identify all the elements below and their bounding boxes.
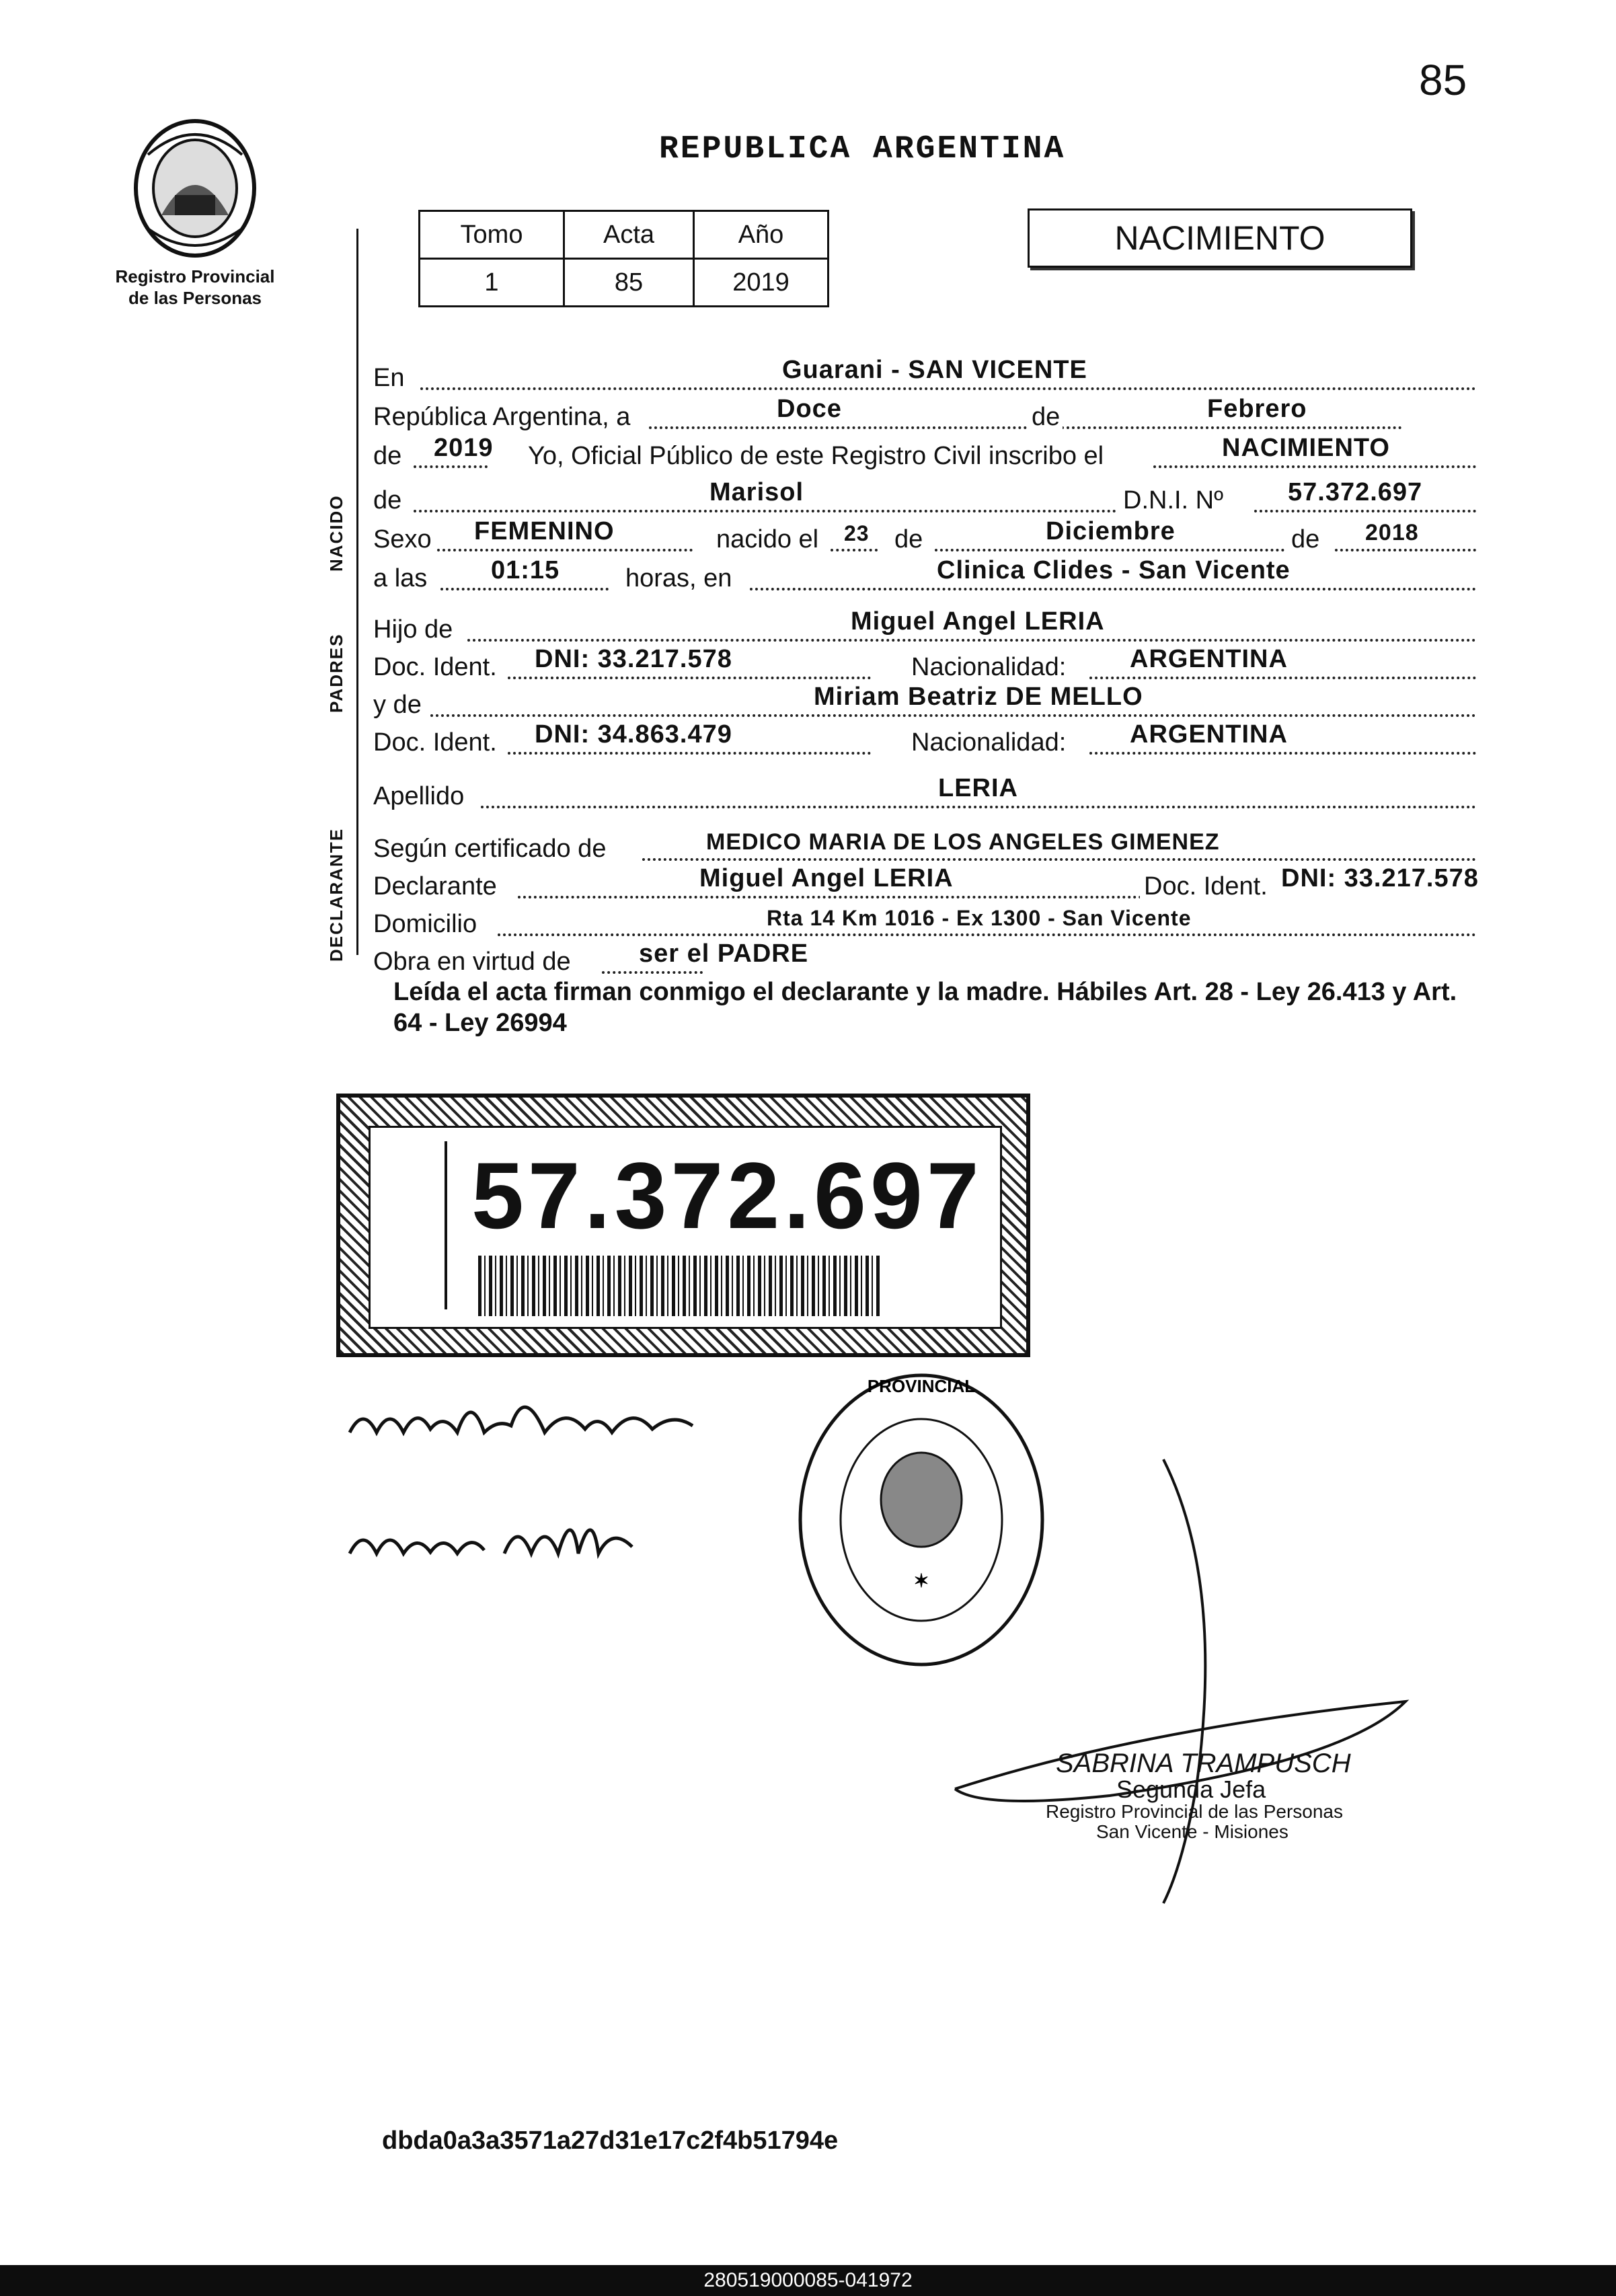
official-role: Segunda Jefa (1116, 1775, 1266, 1803)
mother-signature (343, 1493, 652, 1574)
field-line-inscribo (373, 428, 1476, 475)
declarante-label: Declarante (373, 872, 497, 901)
nac1-label: Nacionalidad: (911, 653, 1067, 681)
birth-year: 2018 (1365, 520, 1419, 545)
side-label-padres: PADRES (326, 633, 346, 713)
barcode (478, 1256, 882, 1316)
birth-month: Diciembre (1046, 517, 1176, 545)
certificado-label: Según certificado de (373, 835, 607, 863)
official-name: SABRINA TRAMPUSCH (1056, 1749, 1351, 1778)
name-value: Marisol (709, 478, 804, 506)
certificado-value: MEDICO MARIA DE LOS ANGELES GIMENEZ (706, 829, 1220, 855)
table-value-anio: 2019 (694, 259, 829, 307)
doc1-label: Doc. Ident. (373, 653, 497, 681)
registry-table (418, 210, 829, 307)
sexo-label: Sexo (373, 525, 432, 553)
de2-label: de (373, 442, 402, 470)
province-seal-icon (128, 114, 262, 262)
dni-value: 57.372.697 (1288, 478, 1423, 506)
official-office1: Registro Provincial de las Personas (1046, 1801, 1343, 1822)
left-margin-bar (356, 229, 358, 955)
doc3-label: Doc. Ident. (1140, 872, 1272, 901)
side-label-declarante: DECLARANTE (326, 827, 346, 962)
field-line-obra (373, 933, 1476, 981)
mother-value: Miriam Beatriz DE MELLO (814, 683, 1143, 711)
republica-label: República Argentina, a (373, 403, 631, 431)
day-value: Doce (777, 395, 842, 423)
en-label: En (373, 364, 405, 392)
year-value: 2019 (434, 434, 494, 462)
official-signature (941, 1446, 1426, 1917)
field-line-hora (373, 550, 1476, 597)
inscribo-value: NACIMIENTO (1222, 434, 1390, 462)
page-number: 85 (1419, 56, 1467, 104)
domicilio-label: Domicilio (373, 910, 477, 938)
nac1-value: ARGENTINA (1130, 645, 1288, 673)
field-line-doc2 (373, 714, 1476, 761)
side-label-nacido: NACIDO (326, 494, 346, 572)
horas-label: horas, en (625, 564, 732, 592)
obra-label: Obra en virtud de (373, 948, 571, 976)
birth-day: 23 (844, 521, 870, 545)
svg-text:PROVINCIAL: PROVINCIAL (867, 1376, 976, 1396)
a-las-label: a las (373, 564, 428, 592)
father-value: Miguel Angel LERIA (851, 607, 1105, 636)
table-header-anio: Año (694, 211, 829, 259)
dni-label: D.N.I. Nº (1123, 486, 1223, 514)
registry-logo (101, 114, 289, 309)
doc2-label: Doc. Ident. (373, 728, 497, 757)
declarante-value: Miguel Angel LERIA (699, 864, 954, 892)
obra-value: ser el PADRE (639, 940, 809, 968)
table-header-acta: Acta (564, 211, 694, 259)
document-hash: dbda0a3a3571a27d31e17c2f4b51794e (382, 2127, 839, 2155)
de3-label: de (373, 486, 402, 514)
month-value: Febrero (1207, 395, 1307, 423)
closing-note: Leída el acta firman conmigo el declarante y la madre. Hábiles Art. 28 - Ley 26.413 y Art. 64 - Ley 26994 (393, 978, 1457, 1037)
record-type-box: NACIMIENTO (1028, 208, 1412, 268)
yde-label: y de (373, 691, 422, 719)
domicilio-value: Rta 14 Km 1016 - Ex 1300 - San Vicente (767, 906, 1192, 930)
place-value: Clinica Clides - San Vicente (937, 556, 1291, 584)
de-label: de (1029, 403, 1063, 432)
dni-sticker-number: 57.372.697 (471, 1143, 983, 1248)
table-value-tomo: 1 (420, 259, 564, 307)
dni-sticker (336, 1094, 1030, 1357)
en-value: Guarani - SAN VICENTE (782, 356, 1087, 384)
apellido-value: LERIA (938, 774, 1018, 802)
official-office2: San Vicente - Misiones (1096, 1821, 1288, 1842)
yo-text: Yo, Oficial Público de este Registro Civil inscribo el (528, 442, 1104, 470)
doc2-value: DNI: 34.863.479 (535, 720, 732, 749)
apellido-label: Apellido (373, 782, 465, 810)
doc3-value: DNI: 33.217.578 (1281, 864, 1479, 892)
nac2-label: Nacionalidad: (911, 728, 1067, 757)
nacido-label: nacido el (716, 525, 819, 553)
logo-caption-line2: de las Personas (128, 288, 262, 308)
footer-code: 280519000085-041972 (0, 2265, 1616, 2296)
hijo-label: Hijo de (373, 615, 453, 644)
father-signature (343, 1365, 720, 1459)
document-title: REPUBLICA ARGENTINA (659, 131, 1066, 167)
field-line-apellido (373, 768, 1476, 815)
doc1-value: DNI: 33.217.578 (535, 645, 732, 673)
sexo-value: FEMENINO (474, 517, 615, 545)
de4-label: de (894, 525, 923, 553)
svg-text:✶: ✶ (913, 1570, 929, 1591)
de5-label: de (1291, 525, 1320, 553)
nac2-value: ARGENTINA (1130, 720, 1288, 749)
table-header-tomo: Tomo (420, 211, 564, 259)
time-value: 01:15 (491, 556, 560, 584)
logo-caption-line1: Registro Provincial (115, 266, 275, 286)
table-value-acta: 85 (564, 259, 694, 307)
